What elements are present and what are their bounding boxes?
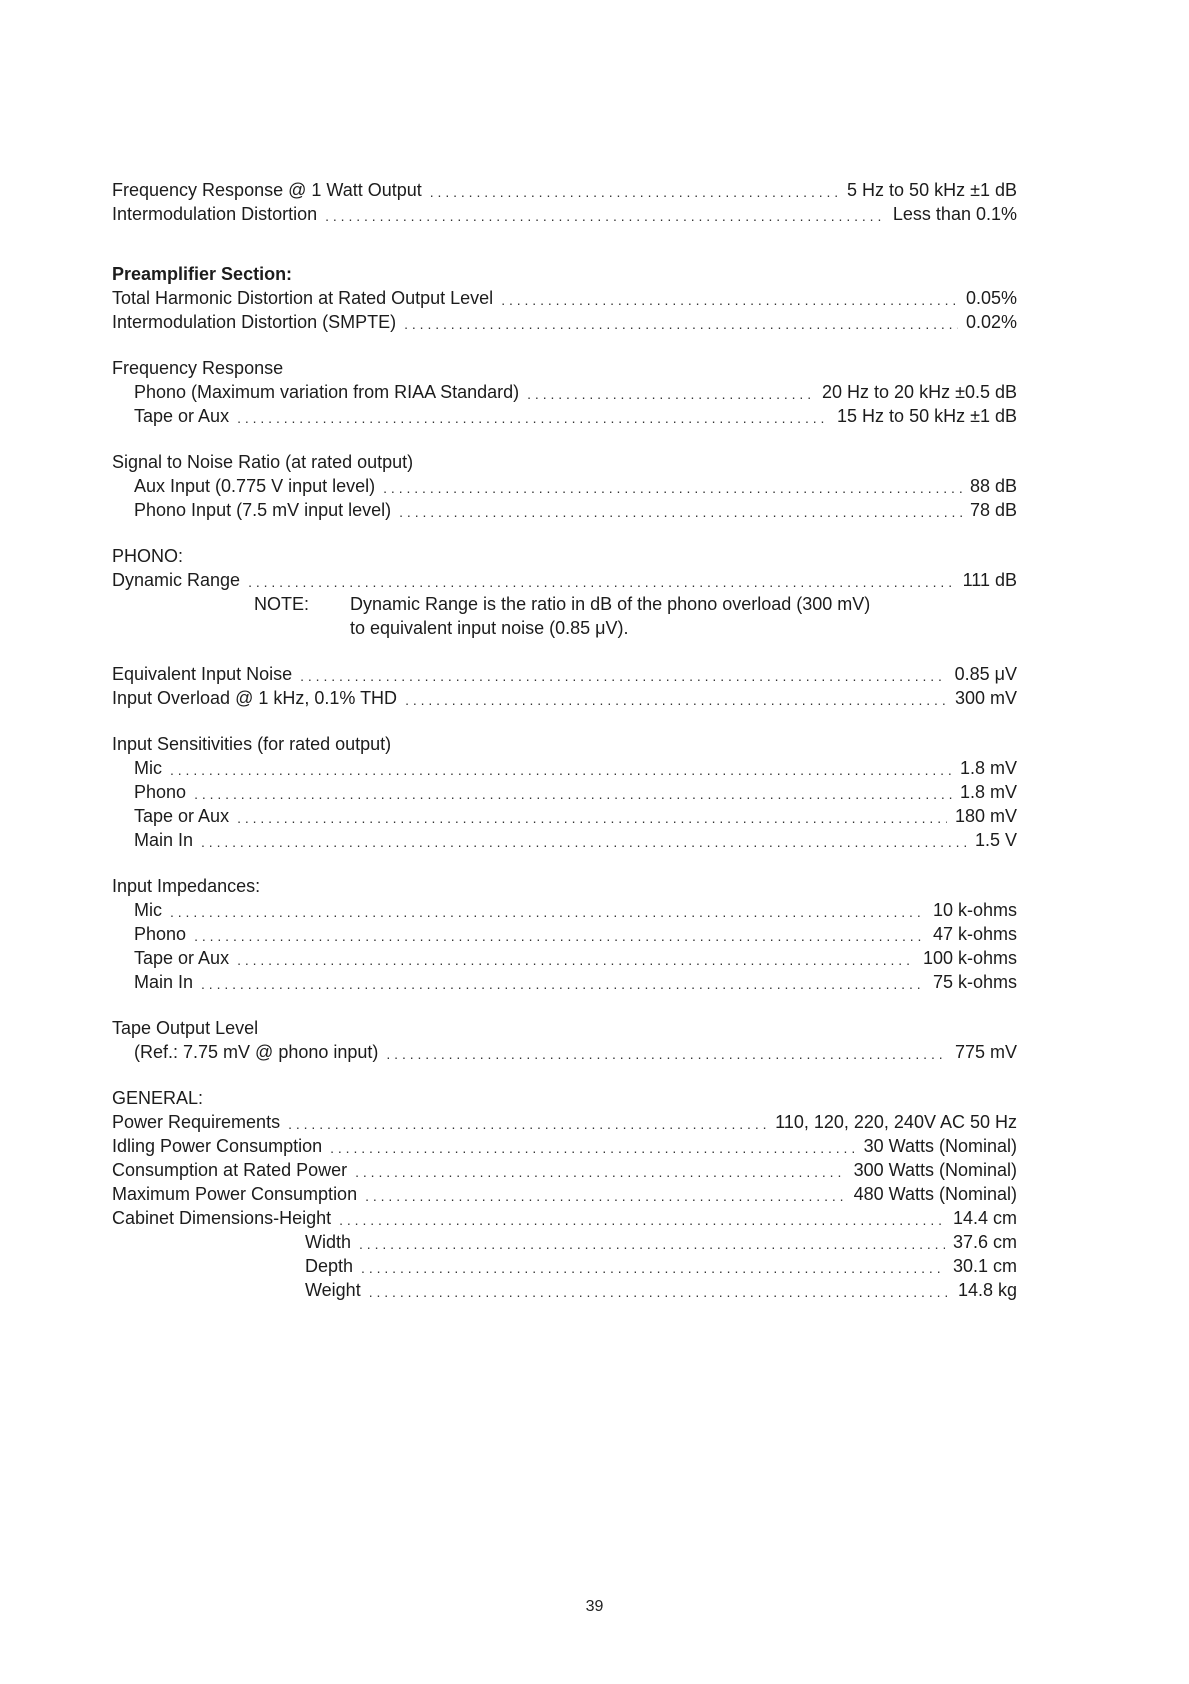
spec-value: 30 Watts (Nominal)	[863, 1136, 1017, 1156]
spec-row	[112, 686, 1017, 710]
spec-value: 0.02%	[965, 312, 1017, 332]
spec-label: (Ref.: 7.75 mV @ phono input)	[134, 1042, 379, 1062]
spec-value: 100 k-ohms	[922, 948, 1017, 968]
spec-row	[112, 178, 1017, 202]
spec-label: Tape or Aux	[134, 806, 230, 826]
spec-label: Power Requirements	[112, 1112, 281, 1132]
spec-value: 1.8 mV	[959, 758, 1017, 778]
spec-value: 1.5 V	[974, 830, 1017, 850]
spec-label: Equivalent Input Noise	[112, 664, 293, 684]
spec-value: 15 Hz to 50 kHz ±1 dB	[837, 406, 1017, 426]
spec-page	[112, 178, 1017, 1302]
spec-label: Mic	[134, 900, 162, 920]
subheading-frequency-response: Frequency Response	[112, 358, 284, 378]
leader-dots	[386, 1044, 947, 1064]
note	[112, 616, 1017, 640]
spec-row	[112, 1110, 1017, 1134]
leader-dots	[359, 1234, 945, 1254]
spec-row	[112, 202, 1017, 226]
leader-dots	[201, 832, 967, 852]
spec-label: Frequency Response @ 1 Watt Output	[112, 180, 422, 200]
spec-value: 110, 120, 220, 240V AC 50 Hz	[775, 1112, 1017, 1132]
spec-row	[112, 970, 1017, 994]
spec-row	[112, 404, 1017, 428]
spec-label: Consumption at Rated Power	[112, 1160, 348, 1180]
note	[112, 592, 1017, 616]
leader-dots	[339, 1210, 945, 1230]
subheading-signal-to-noise: Signal to Noise Ratio (at rated output)	[112, 452, 414, 472]
spec-label: Phono Input (7.5 mV input level)	[134, 500, 392, 520]
leader-dots	[194, 926, 925, 946]
spec-label: Mic	[134, 758, 162, 778]
spec-label: Idling Power Consumption	[112, 1136, 323, 1156]
spec-label: Width	[305, 1232, 352, 1252]
leader-dots	[383, 478, 962, 498]
spec-label: Phono	[134, 782, 187, 802]
spec-value: 1.8 mV	[959, 782, 1017, 802]
spec-row	[112, 922, 1017, 946]
leader-dots	[170, 902, 925, 922]
page-number: 39	[585, 1598, 604, 1615]
spec-label: Intermodulation Distortion (SMPTE)	[112, 312, 397, 332]
spec-row	[112, 1230, 1017, 1254]
spec-row	[112, 498, 1017, 522]
leader-dots	[404, 314, 958, 334]
spec-row	[112, 380, 1017, 404]
spec-label: Maximum Power Consumption	[112, 1184, 358, 1204]
spec-value: 180 mV	[954, 806, 1017, 826]
spec-label: Aux Input (0.775 V input level)	[134, 476, 376, 496]
spec-row	[112, 1134, 1017, 1158]
leader-dots	[330, 1138, 856, 1158]
spec-row	[112, 286, 1017, 310]
spec-row	[112, 662, 1017, 686]
spec-row	[112, 756, 1017, 780]
spec-label: Total Harmonic Distortion at Rated Output Level	[112, 288, 494, 308]
leader-dots	[365, 1186, 846, 1206]
spec-label: Cabinet Dimensions-Height	[112, 1208, 332, 1228]
leader-dots	[300, 666, 946, 686]
leader-dots	[369, 1282, 950, 1302]
spec-value: 20 Hz to 20 kHz ±0.5 dB	[822, 382, 1017, 402]
spec-value: 300 mV	[954, 688, 1017, 708]
spec-label: Depth	[305, 1256, 354, 1276]
spec-value: 111 dB	[962, 570, 1017, 590]
spec-row	[112, 898, 1017, 922]
leader-dots	[201, 974, 925, 994]
spec-label: Input Overload @ 1 kHz, 0.1% THD	[112, 688, 398, 708]
leader-dots	[399, 502, 962, 522]
spec-value: 30.1 cm	[952, 1256, 1017, 1276]
spec-row	[112, 946, 1017, 970]
spec-value: 88 dB	[969, 476, 1017, 496]
spec-row	[112, 828, 1017, 852]
spec-label: Tape or Aux	[134, 948, 230, 968]
leader-dots	[361, 1258, 945, 1278]
spec-value: 75 k-ohms	[932, 972, 1017, 992]
subheading-input-sensitivities: Input Sensitivities (for rated output)	[112, 734, 392, 754]
leader-dots	[430, 182, 839, 202]
leader-dots	[501, 290, 958, 310]
spec-value: 37.6 cm	[952, 1232, 1017, 1252]
spec-value: 480 Watts (Nominal)	[853, 1184, 1017, 1204]
spec-label: Main In	[134, 972, 194, 992]
spec-row	[112, 568, 1017, 592]
note-text-line-2: to equivalent input noise (0.85 μV).	[350, 618, 629, 638]
spec-value: 775 mV	[954, 1042, 1017, 1062]
spec-label: Main In	[134, 830, 194, 850]
note-label: NOTE:	[254, 594, 310, 614]
section-heading-preamplifier: Preamplifier Section:	[112, 264, 293, 284]
spec-value: 47 k-ohms	[932, 924, 1017, 944]
spec-row	[112, 310, 1017, 334]
leader-dots	[527, 384, 814, 404]
spec-row	[112, 1206, 1017, 1230]
spec-row	[112, 1254, 1017, 1278]
spec-label: Phono	[134, 924, 187, 944]
spec-value: 10 k-ohms	[932, 900, 1017, 920]
leader-dots	[248, 572, 955, 592]
leader-dots	[288, 1114, 767, 1134]
section-heading-phono: PHONO:	[112, 546, 184, 566]
spec-value: 14.4 cm	[952, 1208, 1017, 1228]
spec-label: Phono (Maximum variation from RIAA Standard)	[134, 382, 520, 402]
leader-dots	[237, 808, 947, 828]
spec-value: 5 Hz to 50 kHz ±1 dB	[847, 180, 1017, 200]
spec-label: Dynamic Range	[112, 570, 241, 590]
leader-dots	[237, 950, 915, 970]
subheading-input-impedances: Input Impedances:	[112, 876, 261, 896]
spec-value: 0.05%	[965, 288, 1017, 308]
spec-row	[112, 1158, 1017, 1182]
spec-row	[112, 474, 1017, 498]
spec-row	[112, 1278, 1017, 1302]
leader-dots	[405, 690, 947, 710]
spec-value: Less than 0.1%	[892, 204, 1017, 224]
leader-dots	[355, 1162, 845, 1182]
leader-dots	[194, 784, 952, 804]
spec-label: Tape or Aux	[134, 406, 230, 426]
spec-label: Weight	[305, 1280, 361, 1300]
note-text-line-1: Dynamic Range is the ratio in dB of the phono overload (300 mV)	[350, 594, 871, 614]
spec-row	[112, 780, 1017, 804]
spec-value: 14.8 kg	[957, 1280, 1017, 1300]
spec-value: 300 Watts (Nominal)	[853, 1160, 1017, 1180]
subheading-tape-output-level: Tape Output Level	[112, 1018, 259, 1038]
spec-label: Intermodulation Distortion	[112, 204, 318, 224]
leader-dots	[325, 206, 885, 226]
spec-row	[112, 804, 1017, 828]
section-heading-general: GENERAL:	[112, 1088, 204, 1108]
leader-dots	[170, 760, 952, 780]
leader-dots	[237, 408, 829, 428]
spec-row	[112, 1182, 1017, 1206]
spec-value: 78 dB	[969, 500, 1017, 520]
spec-value: 0.85 μV	[954, 664, 1017, 684]
spec-row	[112, 1040, 1017, 1064]
